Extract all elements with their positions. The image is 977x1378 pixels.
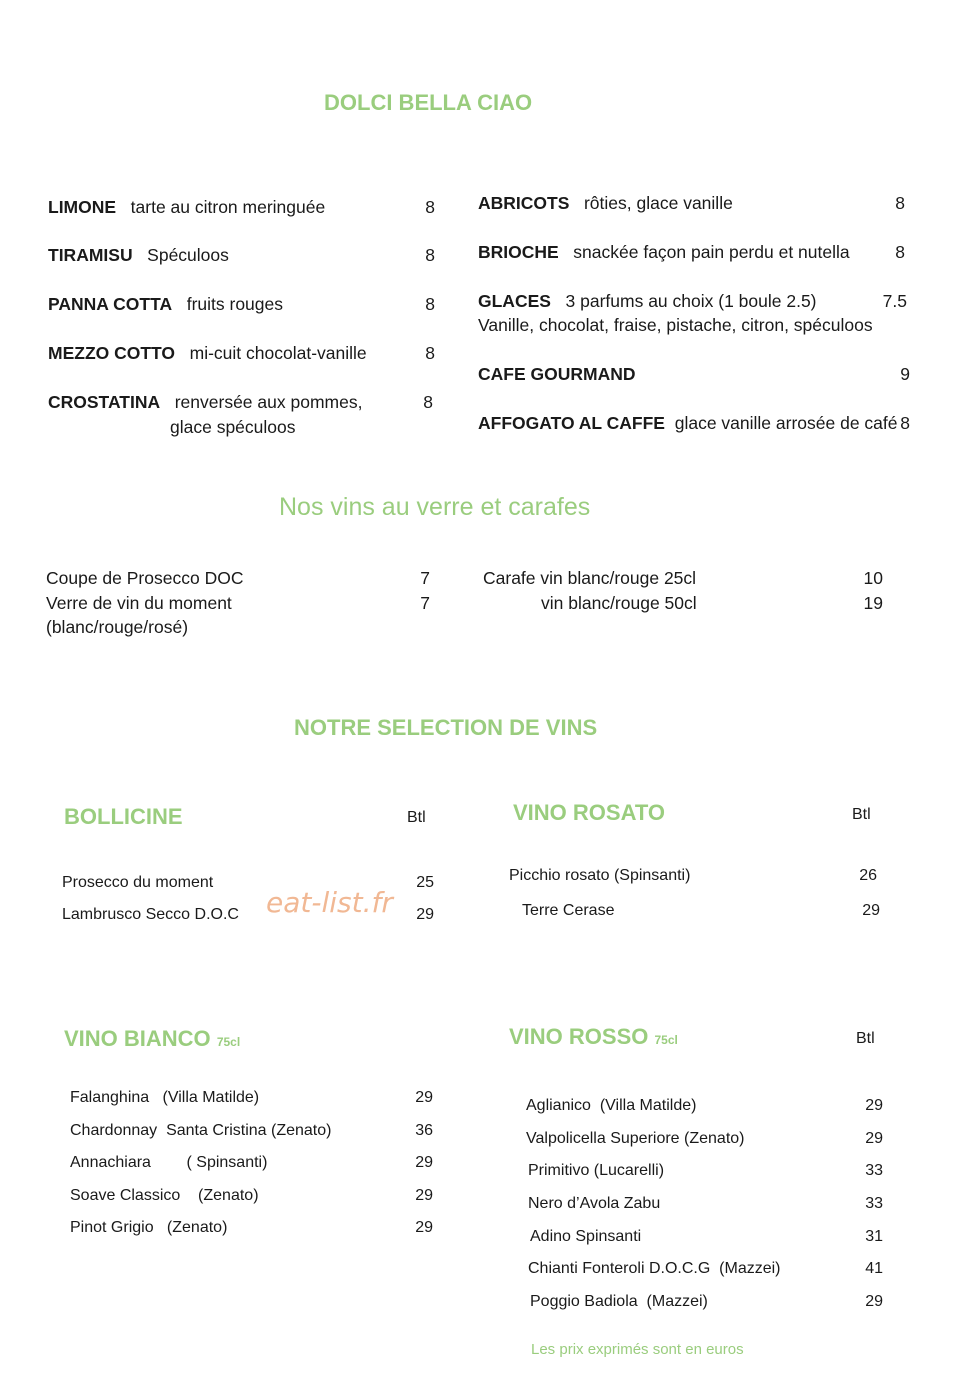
list-item: Carafe vin blanc/rouge 25cl [483, 568, 697, 588]
list-item: Annachiara ( Spinsanti) [70, 1154, 268, 1171]
price: 36 [415, 1122, 433, 1139]
price: 8 [425, 343, 435, 363]
list-item: vin blanc/rouge 50cl [541, 593, 697, 613]
list-item: Soave Classico (Zenato) [70, 1187, 259, 1204]
rosso-title: VINO ROSSO 75cl [509, 1024, 678, 1049]
list-item: Lambrusco Secco D.O.C [62, 906, 239, 923]
price: 19 [863, 593, 883, 613]
list-item: Verre de vin du moment [46, 593, 232, 613]
price: 29 [415, 1154, 433, 1171]
price: 33 [865, 1162, 883, 1179]
rosato-title: VINO ROSATO [513, 800, 665, 825]
price: 8 [425, 197, 435, 217]
price: 29 [865, 1293, 883, 1310]
bollicine-title: BOLLICINE [64, 804, 183, 829]
bottle-label: Btl [852, 806, 871, 823]
price: 29 [865, 1130, 883, 1147]
price: 8 [423, 392, 433, 412]
price: 8 [895, 193, 905, 213]
list-item: LIMONE tarte au citron meringuée [48, 197, 326, 217]
list-item: Valpolicella Superiore (Zenato) [526, 1130, 745, 1147]
list-item: BRIOCHE snackée façon pain perdu et nutella [478, 242, 850, 262]
list-item: TIRAMISU Spéculoos [48, 245, 229, 265]
item-desc-continued: glace spéculoos [170, 417, 296, 437]
list-item: Pinot Grigio (Zenato) [70, 1219, 228, 1236]
list-item: CROSTATINA renversée aux pommes, [48, 392, 363, 412]
price: 10 [863, 568, 883, 588]
page-title: DOLCI BELLA CIAO [324, 90, 533, 115]
price: 7.5 [882, 291, 907, 311]
list-item: Primitivo (Lucarelli) [528, 1162, 665, 1179]
price: 29 [865, 1097, 883, 1114]
bottle-label: Btl [407, 809, 426, 826]
list-item: Picchio rosato (Spinsanti) [509, 867, 691, 884]
list-item: (blanc/rouge/rosé) [46, 617, 189, 637]
list-item: GLACES 3 parfums au choix (1 boule 2.5) [478, 291, 817, 311]
price: 29 [415, 1089, 433, 1106]
list-item: Prosecco du moment [62, 874, 214, 891]
price: 8 [425, 245, 435, 265]
list-item: Chianti Fonteroli D.O.C.G (Mazzei) [528, 1260, 781, 1277]
watermark: eat-list.fr [266, 886, 393, 919]
price: 7 [420, 593, 430, 613]
price: 41 [865, 1260, 883, 1277]
price: 26 [859, 867, 877, 884]
section-title-glass: Nos vins au verre et carafes [279, 493, 591, 521]
price: 31 [865, 1228, 883, 1245]
list-item: Chardonnay Santa Cristina (Zenato) [70, 1122, 332, 1139]
price: 9 [900, 364, 910, 384]
bianco-title: VINO BIANCO 75cl [64, 1026, 241, 1051]
price: 29 [415, 1187, 433, 1204]
item-desc-continued: Vanille, chocolat, fraise, pistache, citron, spéculoos [478, 315, 873, 335]
list-item: ABRICOTS rôties, glace vanille [478, 193, 733, 213]
list-item: Poggio Badiola (Mazzei) [530, 1293, 708, 1310]
bottle-label: Btl [856, 1030, 875, 1047]
list-item: PANNA COTTA fruits rouges [48, 294, 283, 314]
list-item: Coupe de Prosecco DOC [46, 568, 244, 588]
price: 8 [425, 294, 435, 314]
price: 7 [420, 568, 430, 588]
list-item: MEZZO COTTO mi-cuit chocolat-vanille [48, 343, 367, 363]
section-title-selection: NOTRE SELECTION DE VINS [294, 715, 598, 740]
list-item: Aglianico (Villa Matilde) [526, 1097, 697, 1114]
price: 8 [895, 242, 905, 262]
price: 33 [865, 1195, 883, 1212]
list-item: Nero d’Avola Zabu [528, 1195, 661, 1212]
price: 29 [416, 906, 434, 923]
price: 29 [862, 902, 880, 919]
price-note: Les prix exprimés sont en euros [531, 1341, 744, 1358]
list-item: Adino Spinsanti [530, 1228, 642, 1245]
list-item: CAFE GOURMAND [478, 364, 636, 384]
list-item: Terre Cerase [522, 902, 615, 919]
price: 29 [415, 1219, 433, 1236]
list-item: AFFOGATO AL CAFFE glace vanille arrosée de café [478, 413, 898, 433]
price: 25 [416, 874, 434, 891]
list-item: Falanghina (Villa Matilde) [70, 1089, 260, 1106]
price: 8 [900, 413, 910, 433]
